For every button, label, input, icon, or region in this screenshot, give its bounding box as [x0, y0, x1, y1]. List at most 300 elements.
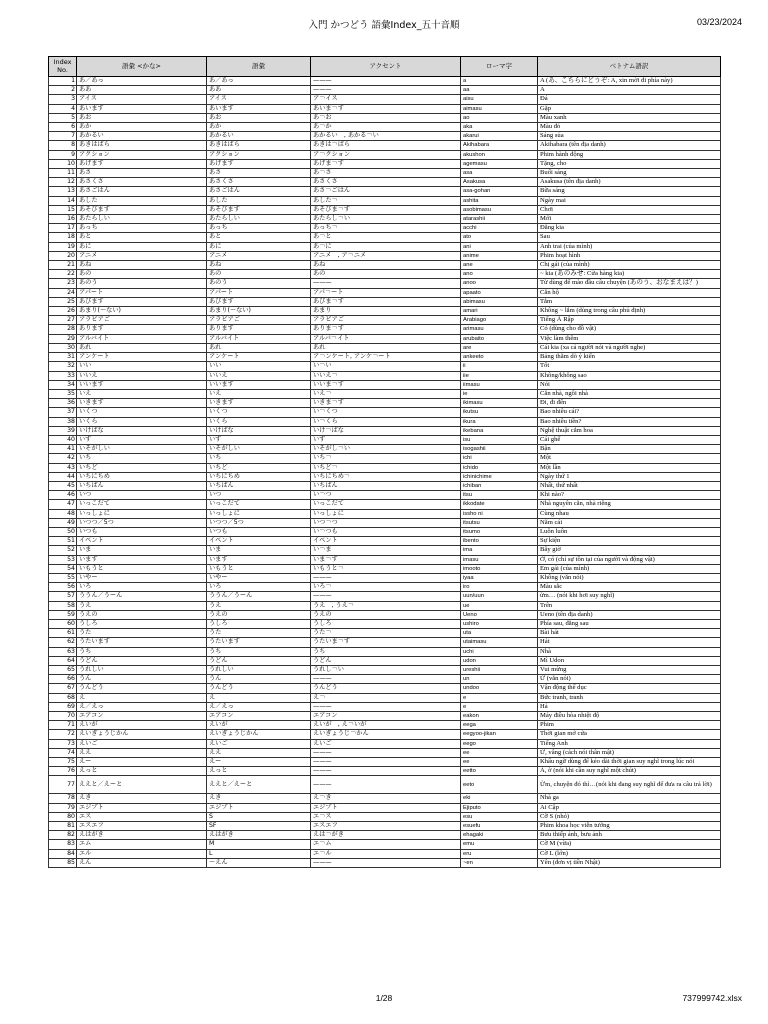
- cell-accent: うたいま￢す: [311, 638, 461, 647]
- cell-vietnamese: Em gái (của mình): [538, 564, 721, 573]
- cell-vocab: うち: [207, 647, 311, 656]
- cell-accent: エアコン: [311, 712, 461, 721]
- cell-kana: いきます: [77, 399, 207, 408]
- cell-romaji: ee: [461, 758, 538, 767]
- cell-index: 28: [49, 325, 77, 334]
- cell-vocab: いきます: [207, 399, 311, 408]
- table-row: [49, 288, 721, 297]
- cell-romaji: aa: [461, 86, 538, 95]
- cell-vietnamese: A: [538, 86, 721, 95]
- cell-kana: アルバイト: [77, 334, 207, 343]
- cell-accent: いす: [311, 435, 461, 444]
- cell-accent: あ￢か: [311, 123, 461, 132]
- cell-romaji: itsumo: [461, 527, 538, 536]
- cell-index: 69: [49, 702, 77, 711]
- cell-vocab: いい: [207, 362, 311, 371]
- cell-vocab: いつつ／5つ: [207, 518, 311, 527]
- cell-index: 44: [49, 472, 77, 481]
- cell-accent: あの: [311, 270, 461, 279]
- cell-kana: あお: [77, 113, 207, 122]
- table-row: [49, 251, 721, 260]
- cell-vocab: SF: [207, 822, 311, 831]
- cell-vocab: いけばな: [207, 426, 311, 435]
- cell-vocab: あに: [207, 242, 311, 251]
- cell-index: 54: [49, 564, 77, 573]
- cell-kana: ああ: [77, 86, 207, 95]
- cell-vocab: あびます: [207, 297, 311, 306]
- table-row: [49, 86, 721, 95]
- cell-kana: え／えっ: [77, 702, 207, 711]
- cell-vietnamese: Ừ (văn nói): [538, 675, 721, 684]
- cell-accent: あそびま￢す: [311, 205, 461, 214]
- cell-vocab: え: [207, 693, 311, 702]
- cell-vocab: エアコン: [207, 712, 311, 721]
- cell-kana: あそびます: [77, 205, 207, 214]
- cell-kana: うたいます: [77, 638, 207, 647]
- cell-index: 4: [49, 104, 77, 113]
- cell-vocab: アパート: [207, 288, 311, 297]
- cell-romaji: uun/uun: [461, 592, 538, 601]
- cell-accent: ———: [311, 758, 461, 767]
- cell-kana: いけばな: [77, 426, 207, 435]
- cell-vocab: あそびます: [207, 205, 311, 214]
- cell-romaji: a: [461, 77, 538, 86]
- cell-vietnamese: Tốt: [538, 362, 721, 371]
- cell-index: 84: [49, 849, 77, 858]
- cell-index: 60: [49, 619, 77, 628]
- cell-index: 67: [49, 684, 77, 693]
- cell-vietnamese: Asakusa (tên địa danh): [538, 178, 721, 187]
- cell-vietnamese: Màu xanh: [538, 113, 721, 122]
- cell-kana: あ／あっ: [77, 77, 207, 86]
- cell-vocab: アニメ: [207, 251, 311, 260]
- cell-vocab: ううん／うーん: [207, 592, 311, 601]
- cell-index: 78: [49, 794, 77, 803]
- cell-romaji: eega: [461, 721, 538, 730]
- table-row: [49, 822, 721, 831]
- cell-romaji: ichinichime: [461, 472, 538, 481]
- cell-vocab: ああ: [207, 86, 311, 95]
- cell-vietnamese: A (あ、こちらにどうぞ: A, xin mời đi phía này): [538, 77, 721, 86]
- cell-vocab: えき: [207, 794, 311, 803]
- cell-kana: いい: [77, 362, 207, 371]
- cell-vietnamese: Cái ghế: [538, 435, 721, 444]
- cell-kana: あります: [77, 325, 207, 334]
- cell-accent: アニメ , ア￢ニメ: [311, 251, 461, 260]
- cell-index: 45: [49, 481, 77, 490]
- cell-accent: ありま￢す: [311, 325, 461, 334]
- cell-index: 64: [49, 656, 77, 665]
- cell-accent: アラビアご: [311, 316, 461, 325]
- cell-kana: いちばん: [77, 481, 207, 490]
- cell-vocab: あまり(～ない): [207, 307, 311, 316]
- cell-vocab: アンケート: [207, 353, 311, 362]
- cell-kana: えいご: [77, 739, 207, 748]
- cell-index: 58: [49, 601, 77, 610]
- cell-index: 16: [49, 215, 77, 224]
- table-row: [49, 518, 721, 527]
- cell-vietnamese: Căn hộ: [538, 288, 721, 297]
- cell-vocab: いろ: [207, 583, 311, 592]
- cell-romaji: isu: [461, 435, 538, 444]
- cell-romaji: ashita: [461, 196, 538, 205]
- table-row: [49, 417, 721, 426]
- cell-kana: あいます: [77, 104, 207, 113]
- cell-romaji: ureshii: [461, 666, 538, 675]
- cell-romaji: asobimasu: [461, 205, 538, 214]
- cell-accent: いち￢: [311, 454, 461, 463]
- cell-vocab: アクション: [207, 150, 311, 159]
- cell-vietnamese: Ừ, vâng (cách nói thân mật): [538, 748, 721, 757]
- table-row: [49, 445, 721, 454]
- cell-accent: いいま￢す: [311, 380, 461, 389]
- cell-vietnamese: Màu sắc: [538, 583, 721, 592]
- table-row: [49, 77, 721, 86]
- cell-vietnamese: Không (văn nói): [538, 573, 721, 582]
- table-row: [49, 546, 721, 555]
- cell-accent: いそがし￢い: [311, 445, 461, 454]
- table-row: [49, 610, 721, 619]
- cell-accent: いつ￢つ: [311, 518, 461, 527]
- cell-vocab: あか: [207, 123, 311, 132]
- file-name: 737999742.xlsx: [682, 993, 742, 1003]
- cell-romaji: ani: [461, 242, 538, 251]
- cell-accent: いちにちめ￢: [311, 472, 461, 481]
- cell-index: 32: [49, 362, 77, 371]
- cell-kana: いくら: [77, 417, 207, 426]
- cell-romaji: eeto: [461, 776, 538, 794]
- cell-index: 11: [49, 169, 77, 178]
- cell-romaji: esuefu: [461, 822, 538, 831]
- cell-vocab: いす: [207, 435, 311, 444]
- page-number: 1/28: [375, 993, 393, 1003]
- cell-accent: アルバ￢イト: [311, 334, 461, 343]
- cell-accent: ア￢クション: [311, 150, 461, 159]
- cell-kana: いっこだて: [77, 500, 207, 509]
- cell-index: 9: [49, 150, 77, 159]
- cell-romaji: acchi: [461, 224, 538, 233]
- cell-kana: えいが: [77, 721, 207, 730]
- cell-vocab: いえ: [207, 389, 311, 398]
- cell-romaji: eegyoo-jikan: [461, 730, 538, 739]
- cell-vocab: えー: [207, 758, 311, 767]
- cell-romaji: Akihabara: [461, 141, 538, 150]
- cell-kana: あびます: [77, 297, 207, 306]
- cell-vocab: あっち: [207, 224, 311, 233]
- cell-vocab: エジプト: [207, 803, 311, 812]
- table-row: [49, 113, 721, 122]
- cell-romaji: aisu: [461, 95, 538, 104]
- cell-vietnamese: Nói: [538, 380, 721, 389]
- cell-vocab: いやー: [207, 573, 311, 582]
- cell-accent: いちど￢: [311, 463, 461, 472]
- cell-kana: あかるい: [77, 132, 207, 141]
- cell-kana: エス: [77, 812, 207, 821]
- cell-accent: あさくさ: [311, 178, 461, 187]
- cell-romaji: ii: [461, 362, 538, 371]
- cell-index: 48: [49, 509, 77, 518]
- cell-accent: ———: [311, 86, 461, 95]
- cell-kana: うち: [77, 647, 207, 656]
- cell-kana: えん: [77, 858, 207, 867]
- cell-accent: いもうと￢: [311, 564, 461, 573]
- cell-vocab: いつも: [207, 527, 311, 536]
- cell-accent: いけ￢ばな: [311, 426, 461, 435]
- cell-accent: え￢き: [311, 794, 461, 803]
- cell-accent: うんどう: [311, 684, 461, 693]
- cell-accent: いっしょに: [311, 509, 461, 518]
- cell-vocab: うたいます: [207, 638, 311, 647]
- cell-index: 61: [49, 629, 77, 638]
- cell-accent: あびま￢す: [311, 297, 461, 306]
- cell-accent: あいま￢す: [311, 104, 461, 113]
- cell-index: 81: [49, 822, 77, 831]
- table-row: [49, 325, 721, 334]
- cell-kana: アクション: [77, 150, 207, 159]
- cell-accent: あたらし￢い: [311, 215, 461, 224]
- cell-kana: あれ: [77, 343, 207, 352]
- table-row: [49, 721, 721, 730]
- cell-kana: いつつ／5つ: [77, 518, 207, 527]
- table-row: [49, 104, 721, 113]
- cell-vocab: いっしょに: [207, 509, 311, 518]
- cell-romaji: Ueno: [461, 610, 538, 619]
- cell-vocab: うん: [207, 675, 311, 684]
- cell-vietnamese: Ai Cập: [538, 803, 721, 812]
- cell-kana: うえの: [77, 610, 207, 619]
- cell-kana: あの: [77, 270, 207, 279]
- table-row: [49, 270, 721, 279]
- cell-romaji: eetto: [461, 767, 538, 776]
- cell-kana: エアコン: [77, 712, 207, 721]
- cell-accent: うれし￢い: [311, 666, 461, 675]
- cell-index: 39: [49, 426, 77, 435]
- vocabulary-table: [48, 56, 721, 868]
- cell-kana: ええと／えーと: [77, 776, 207, 794]
- cell-vietnamese: Phim khoa học viễn tưởng: [538, 822, 721, 831]
- cell-kana: うしろ: [77, 619, 207, 628]
- cell-romaji: eki: [461, 794, 538, 803]
- cell-vietnamese: Phim hành động: [538, 150, 721, 159]
- cell-romaji: ikkodate: [461, 500, 538, 509]
- cell-kana: いま: [77, 546, 207, 555]
- cell-accent: あ￢さ: [311, 169, 461, 178]
- cell-vietnamese: Bức tranh, tranh: [538, 693, 721, 702]
- cell-vietnamese: Cùng nhau: [538, 509, 721, 518]
- cell-accent: い￢くら: [311, 417, 461, 426]
- cell-vocab: アイス: [207, 95, 311, 104]
- cell-index: 31: [49, 353, 77, 362]
- table-row: [49, 242, 721, 251]
- cell-vocab: いちばん: [207, 481, 311, 490]
- cell-accent: えいが , え￢いが: [311, 721, 461, 730]
- cell-kana: あたらしい: [77, 215, 207, 224]
- cell-romaji: aimasu: [461, 104, 538, 113]
- cell-accent: ———: [311, 767, 461, 776]
- cell-romaji: apaato: [461, 288, 538, 297]
- cell-accent: うえ , うえ￢: [311, 601, 461, 610]
- cell-kana: えはがき: [77, 831, 207, 840]
- cell-vietnamese: Gặp: [538, 104, 721, 113]
- cell-romaji: isogashii: [461, 445, 538, 454]
- cell-accent: あさ￢ごはん: [311, 187, 461, 196]
- cell-vocab: あれ: [207, 343, 311, 352]
- table-row: [49, 389, 721, 398]
- cell-index: 68: [49, 693, 77, 702]
- cell-kana: あした: [77, 196, 207, 205]
- table-row: [49, 564, 721, 573]
- cell-romaji: imooto: [461, 564, 538, 573]
- cell-vietnamese: Sau: [538, 233, 721, 242]
- cell-romaji: anime: [461, 251, 538, 260]
- cell-index: 50: [49, 527, 77, 536]
- cell-accent: ———: [311, 748, 461, 757]
- cell-accent: エ￢ム: [311, 840, 461, 849]
- cell-accent: アパ￢ート: [311, 288, 461, 297]
- table-row: [49, 693, 721, 702]
- cell-vocab: ええ: [207, 748, 311, 757]
- cell-vietnamese: Cỡ M (vừa): [538, 840, 721, 849]
- cell-kana: いす: [77, 435, 207, 444]
- cell-index: 65: [49, 666, 77, 675]
- cell-vietnamese: Ở, có (chỉ sự tồn tại của người và động vật): [538, 555, 721, 564]
- table-row: [49, 803, 721, 812]
- cell-kana: います: [77, 555, 207, 564]
- table-row: [49, 831, 721, 840]
- cell-index: 19: [49, 242, 77, 251]
- cell-romaji: atarashii: [461, 215, 538, 224]
- cell-accent: い￢つも: [311, 527, 461, 536]
- cell-index: 55: [49, 573, 77, 582]
- table-row: [49, 95, 721, 104]
- cell-index: 35: [49, 389, 77, 398]
- cell-kana: いいます: [77, 380, 207, 389]
- cell-vocab: うた: [207, 629, 311, 638]
- table-row: [49, 858, 721, 867]
- cell-accent: イベント: [311, 537, 461, 546]
- cell-kana: いえ: [77, 389, 207, 398]
- cell-vocab: え／えっ: [207, 702, 311, 711]
- cell-vocab: あお: [207, 113, 311, 122]
- cell-romaji: un: [461, 675, 538, 684]
- cell-index: 51: [49, 537, 77, 546]
- cell-accent: うえの: [311, 610, 461, 619]
- cell-vietnamese: Mì Udon: [538, 656, 721, 665]
- cell-index: 63: [49, 647, 77, 656]
- cell-kana: うんどう: [77, 684, 207, 693]
- cell-vocab: あさくさ: [207, 178, 311, 187]
- table-row: [49, 684, 721, 693]
- cell-vocab: うしろ: [207, 619, 311, 628]
- cell-vietnamese: Đi, đi đến: [538, 399, 721, 408]
- cell-index: 5: [49, 113, 77, 122]
- table-row: [49, 619, 721, 628]
- cell-romaji: aka: [461, 123, 538, 132]
- cell-index: 42: [49, 454, 77, 463]
- table-row: [49, 702, 721, 711]
- cell-kana: いつも: [77, 527, 207, 536]
- cell-kana: アニメ: [77, 251, 207, 260]
- cell-index: 25: [49, 297, 77, 306]
- table-row: [49, 500, 721, 509]
- cell-index: 23: [49, 279, 77, 288]
- cell-kana: あに: [77, 242, 207, 251]
- cell-romaji: ehagaki: [461, 831, 538, 840]
- cell-romaji: akushon: [461, 150, 538, 159]
- cell-accent: えは￢がき: [311, 831, 461, 840]
- cell-kana: ううん／うーん: [77, 592, 207, 601]
- cell-vietnamese: Sáng sủa: [538, 132, 721, 141]
- print-date: 03/23/2024: [696, 17, 742, 27]
- cell-vocab: うれしい: [207, 666, 311, 675]
- cell-vietnamese: Luôn luôn: [538, 527, 721, 536]
- cell-vietnamese: Mới: [538, 215, 721, 224]
- cell-vocab: S: [207, 812, 311, 821]
- cell-index: 14: [49, 196, 77, 205]
- cell-vietnamese: Anh trai (của mình): [538, 242, 721, 251]
- table-row: [49, 297, 721, 306]
- table-row: [49, 601, 721, 610]
- cell-index: 41: [49, 445, 77, 454]
- table-row: [49, 380, 721, 389]
- table-row: [49, 491, 721, 500]
- cell-index: 10: [49, 159, 77, 168]
- cell-romaji: akarui: [461, 132, 538, 141]
- cell-index: 46: [49, 491, 77, 500]
- cell-index: 49: [49, 518, 77, 527]
- cell-index: 15: [49, 205, 77, 214]
- cell-kana: え: [77, 693, 207, 702]
- cell-accent: ———: [311, 77, 461, 86]
- cell-index: 21: [49, 261, 77, 270]
- cell-vietnamese: Một lần: [538, 463, 721, 472]
- cell-vocab: M: [207, 840, 311, 849]
- table-row: [49, 712, 721, 721]
- table-header-row: [49, 57, 721, 77]
- cell-accent: あ￢お: [311, 113, 461, 122]
- cell-kana: うどん: [77, 656, 207, 665]
- table-row: [49, 758, 721, 767]
- cell-vietnamese: Vận động thể dục: [538, 684, 721, 693]
- cell-accent: うどん: [311, 656, 461, 665]
- cell-vietnamese: Bao nhiêu tiền?: [538, 417, 721, 426]
- cell-vietnamese: Phía sau, đằng sau: [538, 619, 721, 628]
- cell-index: 12: [49, 178, 77, 187]
- cell-vocab: ええと／えーと: [207, 776, 311, 794]
- cell-index: 27: [49, 316, 77, 325]
- cell-vietnamese: Phim hoạt hình: [538, 251, 721, 260]
- cell-index: 47: [49, 500, 77, 509]
- cell-index: 1: [49, 77, 77, 86]
- cell-index: 77: [49, 776, 77, 794]
- cell-romaji: itsu: [461, 491, 538, 500]
- cell-vocab: えいぎょうじかん: [207, 730, 311, 739]
- cell-romaji: ee: [461, 748, 538, 757]
- cell-vietnamese: Cỡ L (lớn): [538, 849, 721, 858]
- table-row: [49, 196, 721, 205]
- cell-accent: えいご: [311, 739, 461, 748]
- cell-vocab: うえ: [207, 601, 311, 610]
- cell-romaji: Ejiputo: [461, 803, 538, 812]
- cell-romaji: e: [461, 693, 538, 702]
- cell-vocab: アルバイト: [207, 334, 311, 343]
- cell-accent: い￢ま: [311, 546, 461, 555]
- cell-kana: えいぎょうじかん: [77, 730, 207, 739]
- cell-vietnamese: Bài hát: [538, 629, 721, 638]
- cell-kana: えー: [77, 758, 207, 767]
- cell-vocab: いちにちめ: [207, 472, 311, 481]
- cell-romaji: ushiro: [461, 619, 538, 628]
